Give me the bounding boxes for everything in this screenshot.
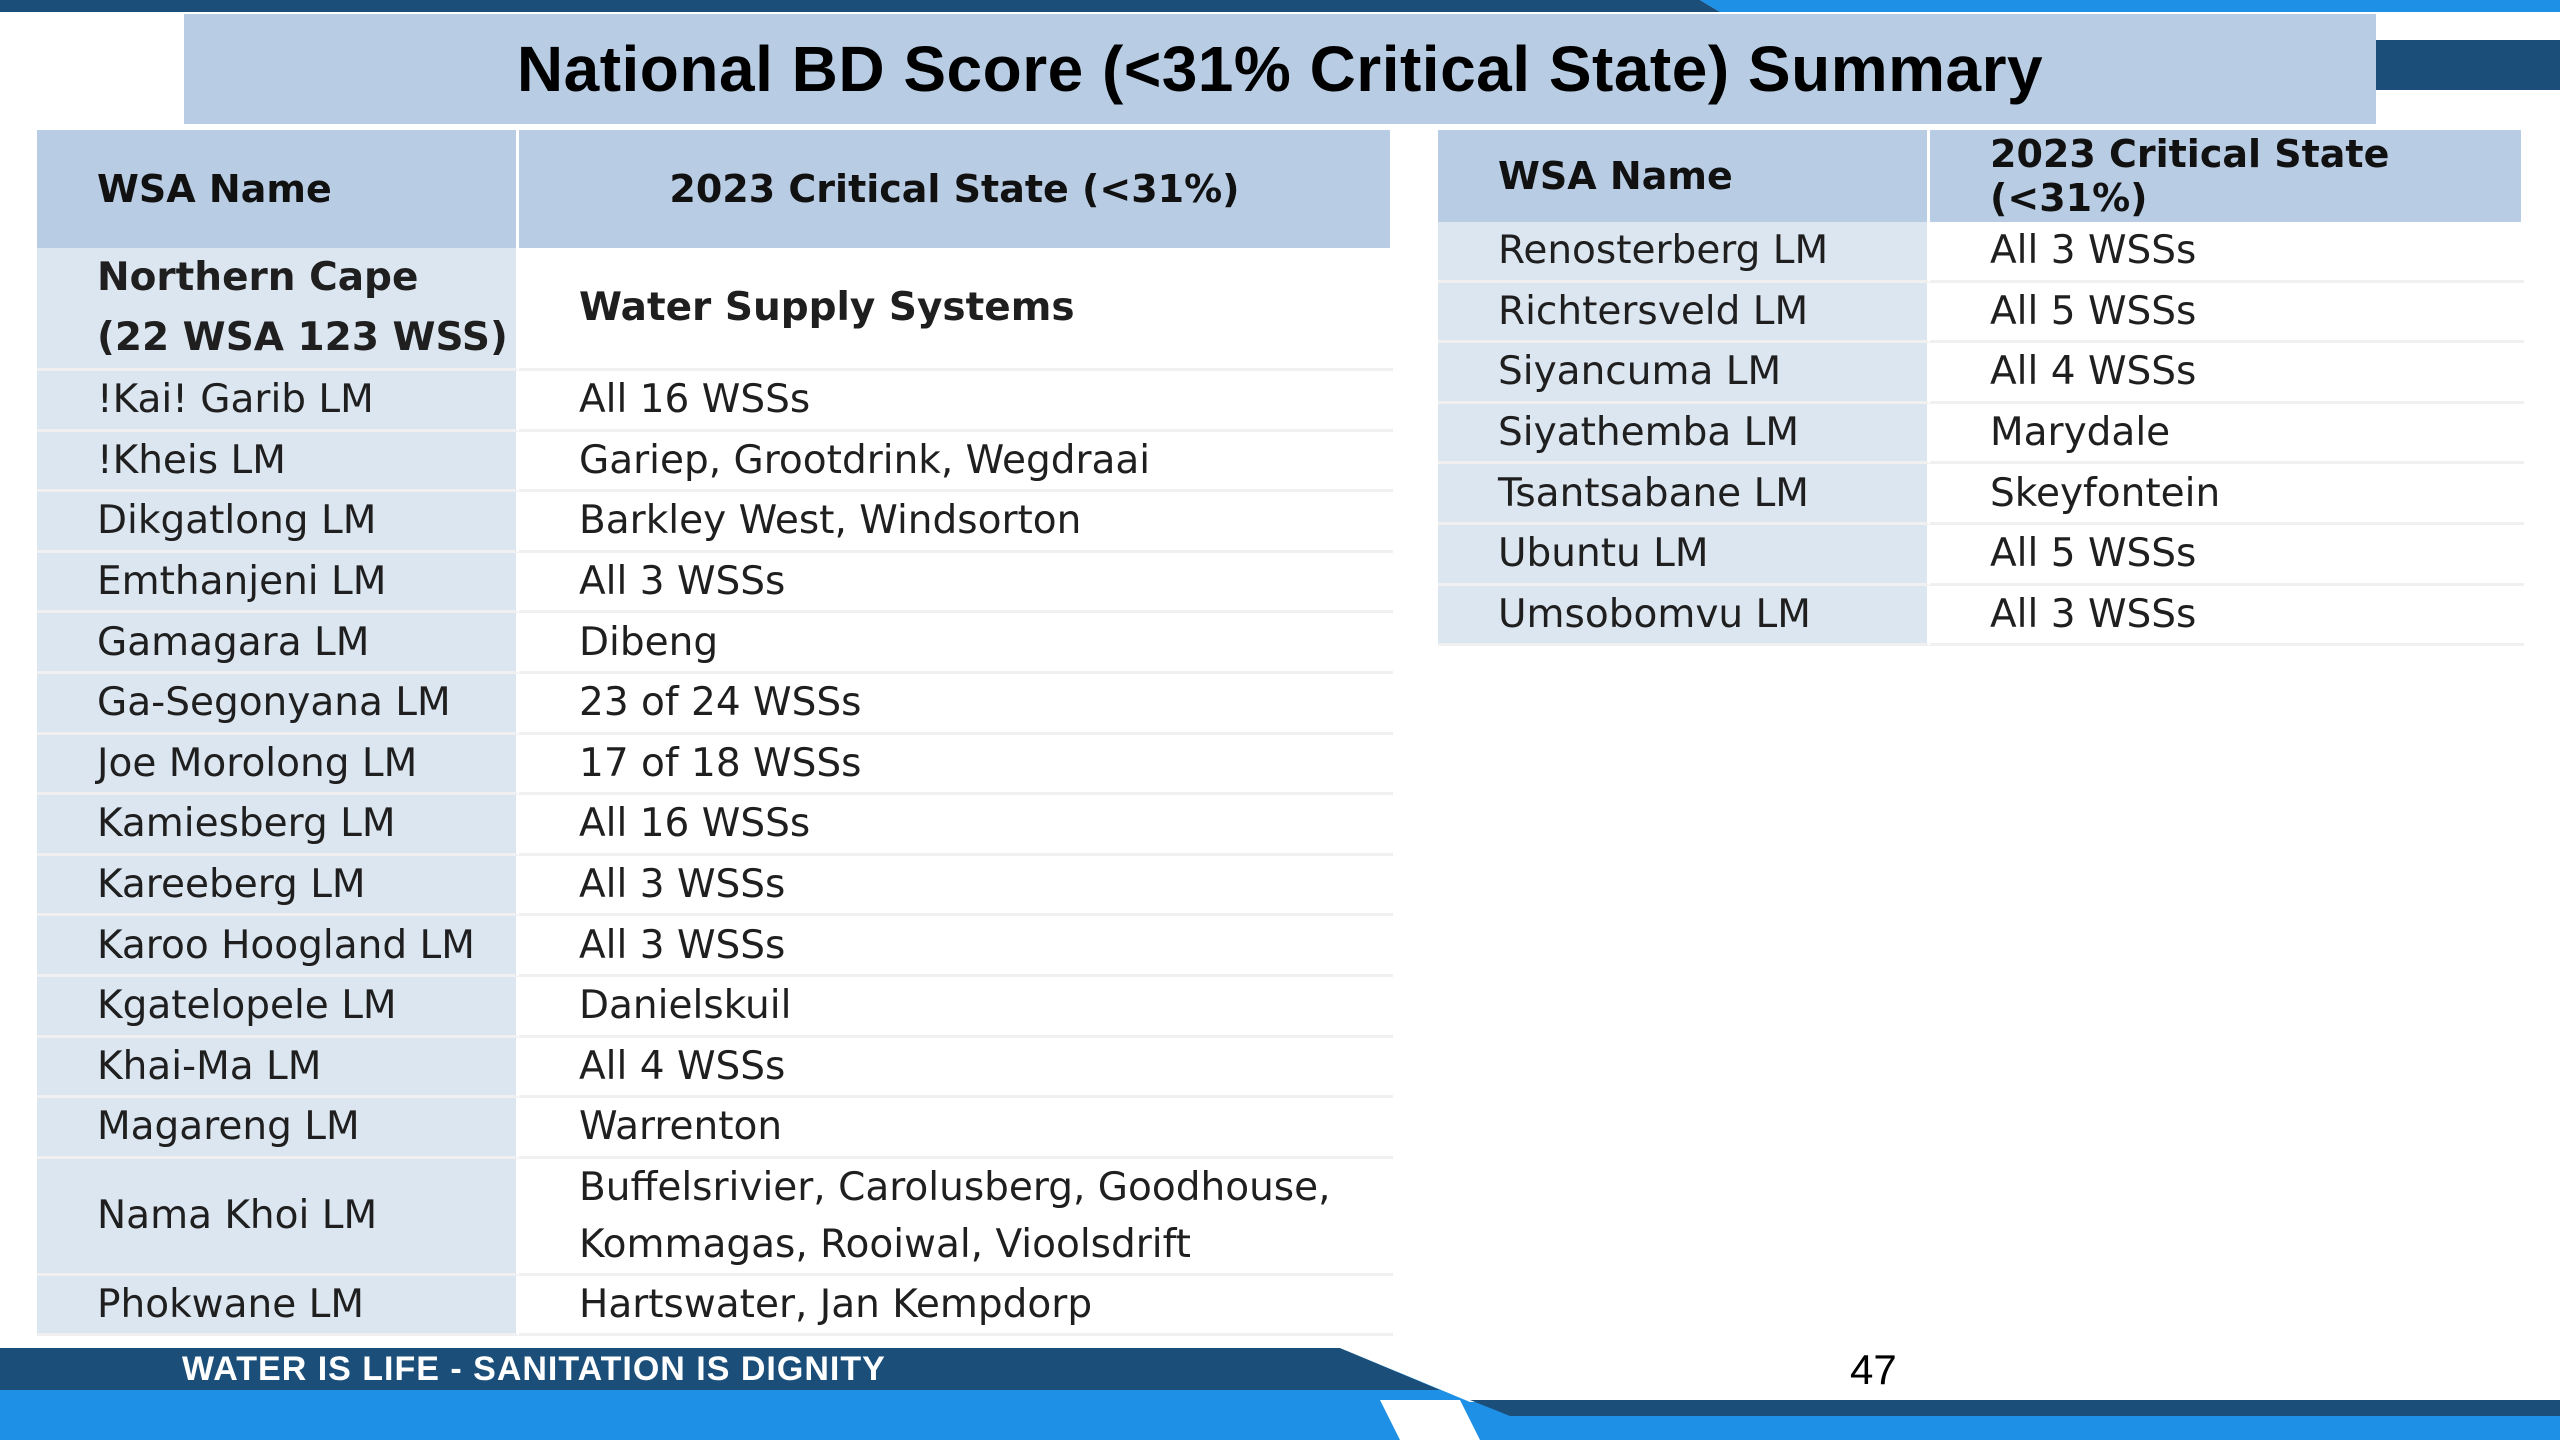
table-row	[1438, 525, 2524, 586]
wsa-name-cell: Siyancuma LM	[1438, 343, 1930, 404]
table-row	[37, 735, 1393, 796]
wsa-name-cell: Kgatelopele LM	[37, 977, 519, 1038]
table-header-row	[1438, 130, 2524, 222]
wsa-name-cell: Joe Morolong LM	[37, 735, 519, 796]
table-row	[37, 1276, 1393, 1337]
critical-state-cell: All 3 WSSs	[519, 553, 1393, 614]
wsa-name-cell: Magareng LM	[37, 1098, 519, 1159]
title-bar	[184, 14, 2376, 124]
table-row	[37, 432, 1393, 493]
wsa-name-cell: Siyathemba LM	[1438, 404, 1930, 465]
table-row	[37, 856, 1393, 917]
critical-state-cell: Dibeng	[519, 613, 1393, 674]
wsa-name-cell: Gamagara LM	[37, 613, 519, 674]
wsa-name-cell: Ubuntu LM	[1438, 525, 1930, 586]
critical-state-cell: All 16 WSSs	[519, 795, 1393, 856]
group-label-line2: (22 WSA 123 WSS)	[97, 315, 508, 360]
right-wsa-table	[1438, 130, 2524, 646]
critical-state-cell: All 3 WSSs	[1930, 586, 2524, 647]
wsa-name-cell: Emthanjeni LM	[37, 553, 519, 614]
wsa-name-cell: !Kai! Garib LM	[37, 371, 519, 432]
table-row	[37, 553, 1393, 614]
wsa-name-cell: !Kheis LM	[37, 432, 519, 493]
table-row	[1438, 404, 2524, 465]
page-number: 47	[1850, 1346, 1897, 1393]
wsa-name-cell: Kamiesberg LM	[37, 795, 519, 856]
critical-state-cell: Hartswater, Jan Kempdorp	[519, 1276, 1393, 1337]
critical-state-cell: All 16 WSSs	[519, 371, 1393, 432]
critical-state-cell: Marydale	[1930, 404, 2524, 465]
wsa-name-cell: Kareeberg LM	[37, 856, 519, 917]
wsa-name-cell: Ga-Segonyana LM	[37, 674, 519, 735]
table-row	[1438, 283, 2524, 344]
critical-state-cell: All 3 WSSs	[519, 916, 1393, 977]
table-row	[37, 795, 1393, 856]
table-row	[37, 492, 1393, 553]
critical-state-cell	[519, 1159, 1393, 1276]
group-label-line1: Northern Cape	[97, 255, 419, 300]
column-header-critical-state: 2023 Critical State (<31%)	[1930, 130, 2524, 222]
critical-state-cell: Skeyfontein	[1930, 464, 2524, 525]
table-row	[37, 1159, 1393, 1276]
slide-title: National BD Score (<31% Critical State) Summary	[516, 33, 2044, 105]
wsa-name-cell: Karoo Hoogland LM	[37, 916, 519, 977]
table-row	[1438, 586, 2524, 647]
critical-state-cell: 23 of 24 WSSs	[519, 674, 1393, 735]
critical-state-cell: All 5 WSSs	[1930, 283, 2524, 344]
critical-state-cell: Gariep, Grootdrink, Wegdraai	[519, 432, 1393, 493]
table-row	[37, 613, 1393, 674]
critical-state-cell: All 5 WSSs	[1930, 525, 2524, 586]
table-row	[37, 371, 1393, 432]
critical-state-cell: All 3 WSSs	[1930, 222, 2524, 283]
group-value: Water Supply Systems	[519, 248, 1393, 371]
wsa-name-cell: Renosterberg LM	[1438, 222, 1930, 283]
critical-state-line1: Buffelsrivier, Carolusberg, Goodhouse,	[579, 1164, 1331, 1210]
group-row-northern-cape	[37, 248, 1393, 371]
table-row	[1438, 343, 2524, 404]
critical-state-cell: Danielskuil	[519, 977, 1393, 1038]
table-row	[37, 1038, 1393, 1099]
wsa-name-cell: Khai-Ma LM	[37, 1038, 519, 1099]
wsa-name-cell: Dikgatlong LM	[37, 492, 519, 553]
critical-state-line2: Kommagas, Rooiwal, Vioolsdrift	[579, 1221, 1191, 1267]
critical-state-cell: All 3 WSSs	[519, 856, 1393, 917]
critical-state-cell: All 4 WSSs	[1930, 343, 2524, 404]
column-header-wsa-name: WSA Name	[1438, 130, 1930, 222]
table-row	[1438, 464, 2524, 525]
table-row	[37, 1098, 1393, 1159]
wsa-name-cell: Umsobomvu LM	[1438, 586, 1930, 647]
table-row	[37, 977, 1393, 1038]
column-header-critical-state: 2023 Critical State (<31%)	[519, 130, 1393, 248]
column-header-wsa-name: WSA Name	[37, 130, 519, 248]
wsa-name-cell: Nama Khoi LM	[37, 1159, 519, 1276]
wsa-name-cell: Richtersveld LM	[1438, 283, 1930, 344]
critical-state-cell: All 4 WSSs	[519, 1038, 1393, 1099]
wsa-name-cell: Tsantsabane LM	[1438, 464, 1930, 525]
footer-slogan: WATER IS LIFE - SANITATION IS DIGNITY	[182, 1350, 886, 1388]
left-wsa-table	[37, 130, 1393, 1336]
table-row	[37, 674, 1393, 735]
critical-state-cell: 17 of 18 WSSs	[519, 735, 1393, 796]
table-row	[37, 916, 1393, 977]
wsa-name-cell: Phokwane LM	[37, 1276, 519, 1337]
critical-state-cell: Warrenton	[519, 1098, 1393, 1159]
table-row	[1438, 222, 2524, 283]
group-label	[37, 248, 519, 371]
table-header-row	[37, 130, 1393, 248]
critical-state-cell: Barkley West, Windsorton	[519, 492, 1393, 553]
